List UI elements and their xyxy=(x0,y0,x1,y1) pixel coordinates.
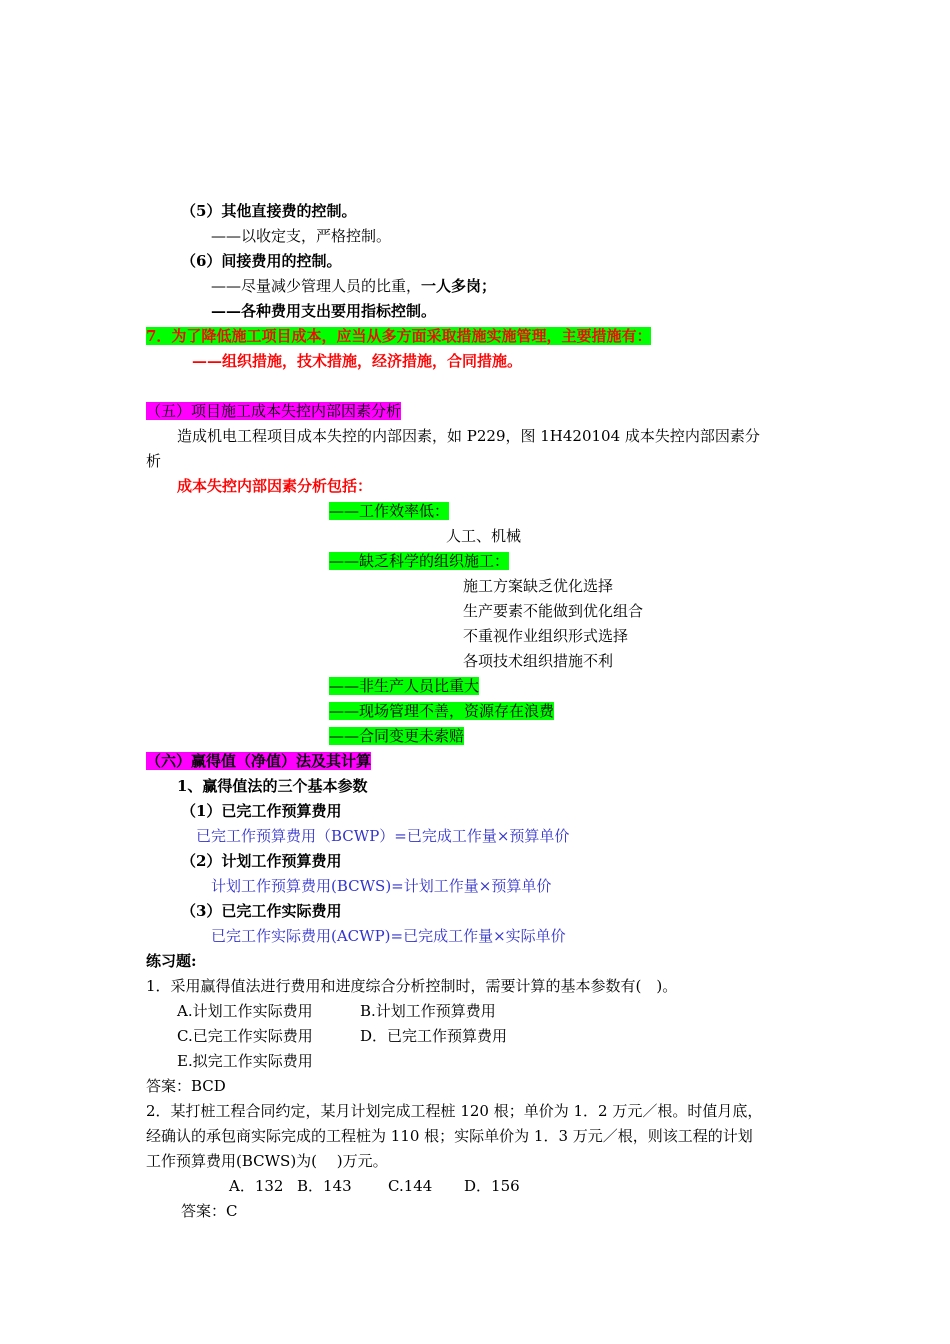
factor-2-sub-1: 施工方案缺乏优化选择 xyxy=(463,577,614,595)
item6-description-bold: 一人多岗； xyxy=(421,277,497,295)
question-2-option-d: D．156 xyxy=(464,1177,520,1195)
param-2-formula: 计划工作预算费用(BCWS)=计划工作量×预算单价 xyxy=(211,877,552,895)
question-2-line3: 工作预算费用(BCWS)为( )万元。 xyxy=(146,1152,388,1170)
section-six-heading xyxy=(146,751,371,771)
factor-2-sub-3: 不重视作业组织形式选择 xyxy=(463,627,629,645)
param-1-title: （1）已完工作预算费用 xyxy=(181,802,342,820)
factor-1 xyxy=(329,501,449,521)
section-five-heading xyxy=(146,401,401,421)
item7-description: ——组织措施，技术措施，经济措施，合同措施。 xyxy=(192,352,523,370)
factor-4 xyxy=(329,701,554,721)
factor-1-sub: 人工、机械 xyxy=(446,527,522,545)
item5-title: （5）其他直接费的控制。 xyxy=(181,202,357,220)
param-1-formula: 已完工作预算费用（BCWP）=已完成工作量×预算单价 xyxy=(196,827,570,845)
question-1-option-b: B.计划工作预算费用 xyxy=(360,1002,496,1020)
question-2-option-a: A．132 xyxy=(229,1177,284,1195)
factor-1-text: ——工作效率低： xyxy=(329,502,450,520)
factor-2-text: ——缺乏科学的组织施工： xyxy=(329,552,510,570)
question-2-answer: 答案：C xyxy=(181,1202,238,1220)
section-five-intro-line2: 析 xyxy=(146,452,162,470)
item6-description-2: ——各种费用支出要用指标控制。 xyxy=(211,302,437,320)
question-1-answer: 答案：BCD xyxy=(146,1077,226,1095)
factor-5 xyxy=(329,726,464,746)
question-1: 1．采用赢得值法进行费用和进度综合分析控制时，需要计算的基本参数有( )。 xyxy=(146,977,678,995)
analysis-title: 成本失控内部因素分析包括： xyxy=(177,477,373,495)
question-2-line1: 2．某打桩工程合同约定，某月计划完成工程桩 120 根；单价为 1．2 万元／根。时值月底， xyxy=(146,1102,763,1120)
exercises-heading: 练习题: xyxy=(146,952,197,970)
question-1-option-a: A.计划工作实际费用 xyxy=(177,1002,313,1020)
param-3-title: （3）已完工作实际费用 xyxy=(181,902,342,920)
factor-4-text: ——现场管理不善，资源存在浪费 xyxy=(329,702,555,720)
item6-description xyxy=(211,276,496,296)
question-1-option-e: E.拟完工作实际费用 xyxy=(177,1052,313,1070)
question-2-line2: 经确认的承包商实际完成的工程桩为 110 根；实际单价为 1．3 万元／根，则该工程的计划 xyxy=(146,1127,753,1145)
param-3-formula: 已完工作实际费用(ACWP)=已完成工作量×实际单价 xyxy=(211,927,566,945)
item5-description: ——以收定支，严格控制。 xyxy=(211,227,392,245)
question-1-option-c: C.已完工作实际费用 xyxy=(177,1027,313,1045)
question-2-option-b: B．143 xyxy=(297,1177,352,1195)
item6-description-plain: ——尽量减少管理人员的比重， xyxy=(211,277,422,295)
factor-3 xyxy=(329,676,479,696)
factor-3-text: ——非生产人员比重大 xyxy=(329,677,480,695)
factor-5-text: ——合同变更未索赔 xyxy=(329,727,465,745)
factor-2-sub-4: 各项技术组织措施不利 xyxy=(463,652,614,670)
question-1-option-d: D．已完工作预算费用 xyxy=(360,1027,508,1045)
item7-title-text: 7．为了降低施工项目成本，应当从多方面采取措施实施管理，主要措施有： xyxy=(146,327,652,345)
factor-2 xyxy=(329,551,509,571)
factor-2-sub-2: 生产要素不能做到优化组合 xyxy=(463,602,644,620)
section-six-heading-text: （六）赢得值（净值）法及其计算 xyxy=(146,752,372,770)
section-six-sub1: 1、赢得值法的三个基本参数 xyxy=(177,777,368,795)
question-2-option-c: C.144 xyxy=(388,1177,433,1195)
item7-title xyxy=(146,326,651,346)
section-five-intro-line1: 造成机电工程项目成本失控的内部因素，如 P229，图 1H420104 成本失控内部因素分 xyxy=(177,427,760,445)
item6-title: （6）间接费用的控制。 xyxy=(181,252,342,270)
section-five-heading-text: （五）项目施工成本失控内部因素分析 xyxy=(146,402,402,420)
param-2-title: （2）计划工作预算费用 xyxy=(181,852,342,870)
